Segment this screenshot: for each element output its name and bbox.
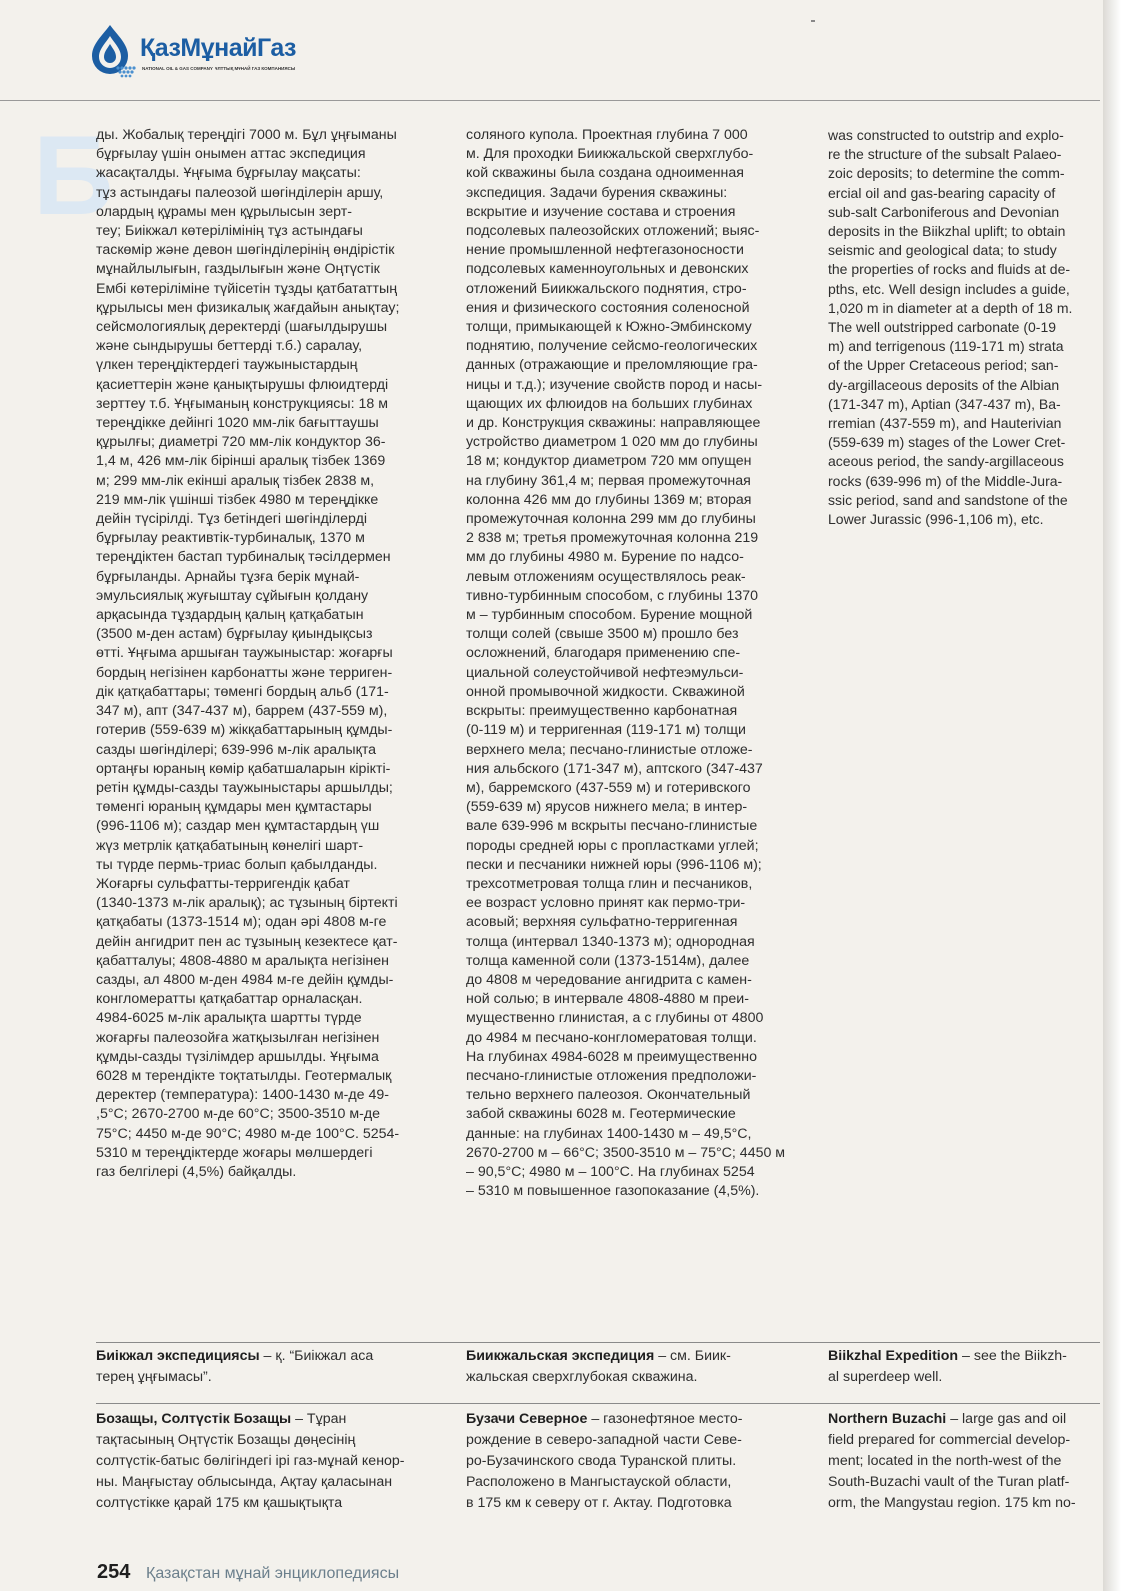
entry-term: Биикжальская экспедиция xyxy=(466,1348,655,1364)
entry-term: Бузачи Северное xyxy=(466,1411,588,1427)
header-divider xyxy=(0,100,1100,101)
kazakh-column: ды. Жобалық тереңдігі 7000 м. Бұл ұңғыманы бұрғылау үшін онымен аттас экспедиция жасақталды. Ұңғыма бұрғылау мақсаты: тұз астындағы палеозой шөгінділерін аршу, олардың құрамы мен құрылысын зерт- теу; Биікжал көтерілімінің тұз астындағы таскөмір және девон шөгінділерінің өндірістік мұнайлылығын, газдылығын және Оңтүстік Ембі көтеріліміне түйісетін тұзды қатбататтың құрылысы мен физикалық жағдайын анықтау; сейсмологиялық деректерді (шағылдырушы және сындырушы беттерді т.б.) саралау, үлкен тереңдіктердегі таужыныстардың қасиеттерін және қанықтырушы флюидтерді зерттеу т.б. Ұңғыманың конструкциясы: 18 м тереңдікке дейінгі 1020 мм-лік бағыттаушы құрылғы; диаметрі 720 мм-лік кондуктор 36- 1,4 м, 426 мм-лік бірінші аралық тізбек 1369 м; 299 мм-лік екінші аралық тізбек 2838 м, 219 мм-лік үшінші тізбек 4980 м тереңдікке дейін түсірілді. Тұз бетіндегі шөгінділерді бұрғылау реактивтік-турбиналық, 1370 м тереңдіктен бастап турбиналық тәсілдермен бұрғыланды. Арнайы тұзға берік мұнай- эмульсиялық жуғыштау сұйығын қолдану арқасында тұздардың қалың қатқабатын (3500 м-ден астам) бұрғылау қиындықсыз өтті. Ұңғыма аршыған таужыныстар: жоғарғы бордың негізінен карбонатты және терриген- дік қатқабаттары; төменгі бордың альб (171- 347 м), апт (347-437 м), баррем (437-559 м), готерив (559-639 м) жікқабаттарының құмды- сазды шөгінділері; 639-996 м-лік аралықта ортаңғы юраның көмір қабатшаларын кірікті- ретін құмды-сазды таужыныстары аршылды; төменгі юраның құмдары мен құмтастары (996-1106 м); саздар мен құмтастардың үш жүз метрлік қатқабатының көнелігі шарт- ты түрде пермь-триас болып қабылданды. Жоғарғы сульфатты-терригендік қабат (1340-1373 м-лік аралық); ас тұзының біртекті қатқабаты (1373-1514 м); одан әрі 4808 м-ге дейін ангидрит пен ас тұзының кезектесе қат- қабатталуы; 4808-4880 м аралықта негізінен сазды, ал 4800 м-ден 4984 м-ге дейін құмды- конгломератты қатқабаттар орналасқан. 4984-6025 м-лік аралықта шартты түрде жоғарғы палеозойға жатқызылған негізінен құмды-сазды түзілімдер аршылды. Ұңғыма 6028 м терендікте тоқтатылды. Геотермалық деректер (температура): 1400-1430 м-де 49- ,5°С; 2670-2700 м-де 60°С; 3500-3510 м-де 75°С; 4450 м-де 90°С; 4980 м-де 100°С. 5254- 5310 м тереңдіктерде жоғары мөлшердегі газ белгілері (4,5%) байқалды. xyxy=(96,127,400,1180)
entry-kz-biikzhal xyxy=(96,1346,441,1388)
entry-text: – large gas and oil field prepared for commercial develop- ment; located in the north-west of the South-Buzachi vault of the Turan platf- orm, the Mangystau region. 175 km no- xyxy=(828,1411,1076,1511)
entry-ru-biikzhal xyxy=(466,1346,801,1388)
entry-term: Northern Buzachi xyxy=(828,1411,947,1427)
page-edge-shadow xyxy=(1103,0,1121,1591)
section-divider xyxy=(96,1403,1100,1404)
entry-term: Биікжал экспедициясы xyxy=(96,1348,260,1364)
footer-title: Қазақстан мұнай энциклопедиясы xyxy=(146,1565,400,1582)
entry-text: – Тұран тақтасының Оңтүстік Бозащы дөңесінің солтүстік-батыс бөлігіндегі ірі газ-мұнай кенор- ны. Маңғыстау облысында, Ақтау қаласынан солтүстікке қарай 175 км қашықтықта xyxy=(96,1411,405,1511)
entry-term: Biikzhal Expedition xyxy=(828,1348,959,1364)
page-header xyxy=(0,0,1121,100)
entry-text: – см. Биик- жальская сверхглубокая скважина. xyxy=(466,1348,731,1385)
drop-cap-letter: Б xyxy=(33,113,114,238)
entry-ru-buzachi xyxy=(466,1409,801,1514)
entry-en-buzachi xyxy=(828,1409,1103,1514)
kazmunaigaz-logo-icon xyxy=(80,22,140,78)
entry-kz-buzachi xyxy=(96,1409,441,1514)
page-number: 254 xyxy=(97,1561,131,1583)
logo-name: ҚазМұнайГаз xyxy=(140,34,296,62)
section-divider xyxy=(96,1342,1100,1343)
entry-en-biikzhal xyxy=(828,1346,1103,1388)
entry-term: Бозащы, Солтүстік Бозащы xyxy=(96,1411,292,1427)
entry-text: – газонефтяное место- рождение в северо-западной части Севе- ро-Бузачинского свода Туранской плиты. Расположено в Мангыстауской области, в 175 км к северу от г. Актау. Подготовка xyxy=(466,1411,743,1511)
russian-column: соляного купола. Проектная глубина 7 000 м. Для проходки Биикжальской сверхглубо- кой скважины была создана одноименная экспедиция. Задачи бурения скважины: вскрытие и изучение состава и строения подсолевых палеозойских отложений; выяс- нение промышленной нефтегазоносности подсолевых каменноугольных и девонских отложений Биикжальского поднятия, стро- ения и физического состояния соленосной толщи, примыкающей к Южно-Эмбинскому поднятию, получение сейсмо-геологических данных (отражающие и преломляющие гра- ницы и т.д.); изучение свойств пород и насы- щающих их флюидов на больших глубинах и др. Конструкция скважины: направляющее устройство диаметром 1 020 мм до глубины 18 м; кондуктор диаметром 720 мм опущен на глубину 361,4 м; первая промежуточная колонна 426 мм до глубины 1369 м; вторая промежуточная колонна 299 мм до глубины 2 838 м; третья промежуточная колонна 219 мм до глубины 4980 м. Бурение по надсо- левым отложениям осуществлялось реак- тивно-турбинным способом, с глубины 1370 м – турбинным способом. Бурение мощной толщи солей (свыше 3500 м) прошло без осложнений, благодаря применению спе- циальной солеустойчивой нефтеэмульси- онной промывочной жидкости. Скважиной вскрыты: преимущественно карбонатная (0-119 м) и терригенная (119-171 м) толщи верхнего мела; песчано-глинистые отложе- ния альбского (171-347 м), аптского (347-437 м), барремского (437-559 м) и готеривского (559-639 м) ярусов нижнего мела; в интер- вале 639-996 м вскрыты песчано-глинистые породы средней юры с пропластками углей; пески и песчаники нижней юры (996-1106 м); трехсотметровая толща глин и песчаников, ее возраст условно принят как пермо-три- асовый; верхняя сульфатно-терригенная толща (интервал 1340-1373 м); однородная толща каменной соли (1373-1514м), далее до 4808 м чередование ангидрита с камен- ной солью; в интервале 4808-4880 м преи- мущественно глинистая, а с глубины от 4800 до 4984 м песчано-конгломератовая толщи. На глубинах 4984-6028 м преимущественно песчано-глинистые отложения предположи- тельно верхнего палеозоя. Окончательный забой скважины 6028 м. Геотермические данные: на глубинах 1400-1430 м – 49,5°С, 2670-2700 м – 66°С; 3500-3510 м – 75°С; 4450 м – 90,5°С; 4980 м – 100°С. На глубинах 5254 – 5310 м повышенное газопоказание (4,5%). xyxy=(466,127,786,1200)
entry-text: – see the Biikzh- al superdeep well. xyxy=(828,1348,1067,1385)
print-mark xyxy=(811,20,815,22)
english-column: was constructed to outstrip and explo- re the structure of the subsalt Palaeo- zoic deposits; to determine the comm- ercial oil and gas-bearing capacity of sub-salt Carboniferous and Devonian deposits in the Biikzhal uplift; to obtain seismic and geological data; to study the properties of rocks and fluids at de- pths, etc. Well design includes a guide, 1,020 m in diameter at a depth of 18 m. The well outstripped carbonate (0-19 m) and terrigenous (119-171 m) strata of the Upper Cretaceous period; san- dy-argillaceous deposits of the Albian (171-347 m), Aptian (347-437 m), Ba- rremian (437-559 m), and Hauterivian (559-639 m) stages of the Lower Cret- aceous period, the sandy-argillaceous rocks (639-996 m) of the Middle-Jura- ssic period, sand and sandstone of the Lower Jurassic (996-1,106 m), etc. xyxy=(828,127,1073,528)
logo-subtitle-kz: ҰЛТТЫҚ МҰНАЙ ГАЗ КОМПАНИЯСЫ xyxy=(215,66,296,71)
entry-text: – қ. “Биікжал аса терең ұңғымасы”. xyxy=(96,1348,374,1385)
logo-subtitle-en: NATIONAL OIL & GAS COMPANY xyxy=(142,66,213,71)
